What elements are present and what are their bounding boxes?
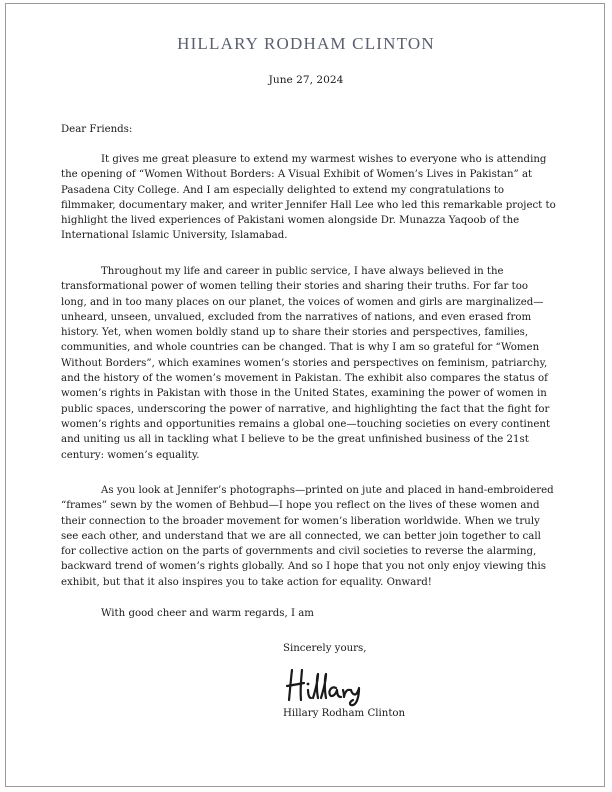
paragraph-3: As you look at Jennifer’s photographs—printed on jute and placed in hand-embroidered “frames” sewn by the women of Behbud—I hope you reflect on the lives of these women and their connection to the broader movement for women’s liberation worldwide. When we truly see each other, and understand that we are all connected, we can better join together to call for collective action on the parts of governments and civil societies to reverse the alarming, backward trend of women’s rights globally. And so I hope that you not only enjoy viewing this exhibit, but that it also inspires you to take action for equality. Onward!	[61, 485, 554, 588]
letterhead-title: HILLARY RODHAM CLINTON	[177, 34, 435, 53]
salutation: Dear Friends:	[61, 124, 133, 135]
letter-date: June 27, 2024	[268, 74, 344, 86]
signed-name: Hillary Rodham Clinton	[283, 708, 406, 719]
paragraph-4: With good cheer and warm regards, I am	[101, 608, 314, 619]
paragraph-1: It gives me great pleasure to extend my warmest wishes to everyone who is attending the opening of “Women Without Borders: A Visual Exhibit of Women’s Lives in Pakistan” at Pasadena City College. And I am especially delighted to extend my congratulations to filmmaker, documentary maker, and writer Jennifer Hall Lee who led this remarkable project to highlight the lived experiences of Pakistani women alongside Dr. Munazza Yaqoob of the International Islamic University, Islamabad.	[61, 154, 556, 242]
paragraph-2: Throughout my life and career in public service, I have always believed in the transformational power of women telling their stories and sharing their truths. For far too long, and in too many places on our planet, the voices of women and girls are marginalized—unheard, unseen, unvalued, excluded from the narratives of nations, and even erased from history. Yet, when women boldly stand up to share their stories and perspectives, families, communities, and whole countries can be changed. That is why I am so grateful for “Women Without Borders”, which examines women’s stories and perspectives on feminism, patriarchy, and the history of the women’s movement in Pakistan. The exhibit also compares the status of women’s rights in Pakistan with those in the United States, examining the power of women in public spaces, underscoring the power of narrative, and highlighting the fact that the fight for women’s rights and opportunities remains a global one—touching societies on every continent and uniting us all in tackling what I believe to be the great unfinished business of the 21st century: women’s equality.	[61, 266, 551, 461]
closing: Sincerely yours,	[283, 643, 367, 654]
signature-image	[283, 664, 373, 708]
